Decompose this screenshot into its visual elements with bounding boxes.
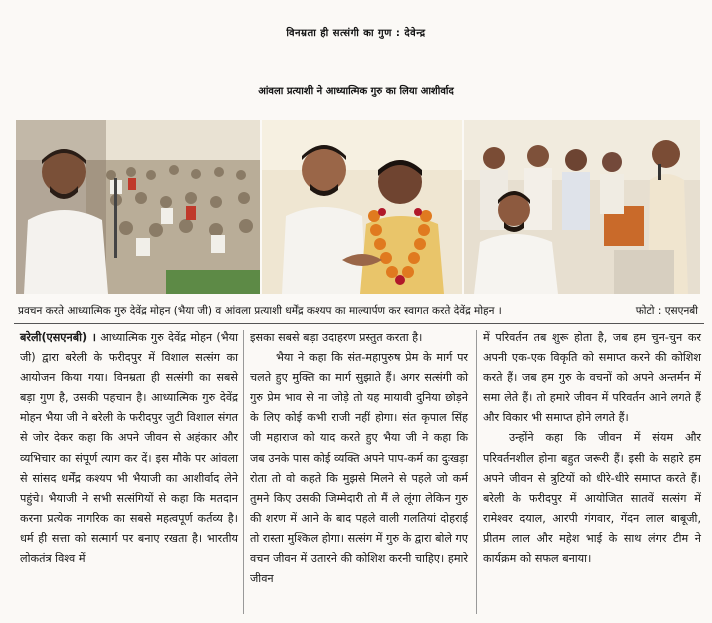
photo-caption — [18, 301, 702, 321]
caption-text: प्रवचन करते आध्यात्मिक गुरु देवेंद्र मोहन (भैया जी) व आंवला प्रत्याशी धर्मेंद्र कश्यप का माल्यार्पण कर स्वागत करते देवेंद्र मोहन । — [18, 305, 502, 317]
photo-welcome-group — [464, 120, 700, 294]
column-2-paragraph-2: भैया ने कहा कि संत-महापुरुष प्रेम के मार्ग पर चलते हुए मुक्ति का मार्ग सुझाते हैं। अगर सत्संगी को गुरु प्रेम भाव से ना जोड़े तो यह मायावी दुनिया छोड़ने के लिए कोई कभी राजी नहीं होगा। संत कृपाल सिंह जी महाराज को याद करते हुए भैया जी ने कहा कि जब उनके पास कोई व्यक्ति अपने पाप-कर्म का दुःखड़ा रोता तो वो कहते कि मुझसे मिलने से पहले जो कर्म तुमने किए उसकी जिम्मेदारी तो मैं ले लूंगा लेकिन गुरु की शरण में आने के बाद पहले वाली गलतियां दोहराई तो रास्ता मुश्किल होगा। सत्संग में गुरु के द्वारा बोले गए वचन जीवन में उतारने की कोशिश करनी चाहिए। हमारे जीवन — [250, 351, 468, 586]
photo-speaker-crowd — [16, 120, 260, 294]
dateline: बरेली(एसएनबी) । — [20, 331, 96, 344]
photo-credit: फोटो : एसएनबी — [635, 305, 698, 317]
article-column-3 — [483, 328, 701, 569]
photo-welcome-group-image — [464, 120, 700, 294]
photo-garlanding — [262, 120, 462, 294]
photo-speaker-crowd-image — [16, 120, 260, 294]
column-separator — [243, 330, 244, 614]
article-column-2 — [250, 328, 468, 589]
article-column-1 — [20, 328, 238, 569]
subheadline: आंवला प्रत्याशी ने आध्यात्मिक गुरु का लिया आशीर्वाद — [258, 86, 454, 97]
column-3-paragraph-2: उन्होंने कहा कि जीवन में संयम और परिवर्तनशील होना बहुत जरूरी हैं। इसी के सहारे हम अपने जीवन से त्रुटियों को धीरे-धीरे समाप्त करते हैं। बरेली के फरीदपुर में आयोजित सातवें सत्संग में रामेश्वर दयाल, आरपी गंगवार, गेंदन लाल बाबूजी, प्रीतम लाल और महेश भाई के साथ लंगर टीम ने कार्यक्रम को सफल बनाया। — [483, 431, 701, 566]
photo-garlanding-image — [262, 120, 462, 294]
caption-rule — [14, 323, 704, 324]
column-2-paragraph-1: इसका सबसे बड़ा उदाहरण प्रस्तुत करता है। — [250, 331, 423, 344]
column-separator — [476, 330, 477, 614]
column-3-paragraph-1: में परिवर्तन तब शुरू होता है, जब हम चुन-चुन कर अपनी एक-एक विकृति को समाप्त करने की कोशिश करते हैं। जब हम गुरु के वचनों को अपने अन्तर्मन में समा लेते हैं। तो हमारे जीवन में परिवर्तन आने लगते हैं और विकार भी समाप्त होने लगते हैं। — [483, 331, 701, 425]
headline: विनम्रता ही सत्संगी का गुण : देवेन्द्र — [286, 28, 426, 39]
column-1-text: आध्यात्मिक गुरु देवेंद्र मोहन (भैया जी) द्वारा बरेली के फरीदपुर में विशाल सत्संग का आयोजन किया गया। विनम्रता ही सत्संगी का सबसे बड़ा गुण है, उसकी पहचान है। आध्यात्मिक गुरु देवेंद्र मोहन भैया जी ने बरेली के फरीदपुर जुटी विशाल संगत से जोर देकर कहा कि अपने जीवन से अहंकार और व्यभिचार का संपूर्ण त्याग कर दें। इस मौके पर आंवला से सांसद धर्मेंद्र कश्यप भी भैयाजी का आशीर्वाद लेने पहुंचे। भैयाजी ने सभी सत्संगियों से कहा कि मतदान करना प्रत्येक नागरिक का सबसे महत्वपूर्ण कर्तव्य है। धर्म ही सत्ता को सत्मार्ग पर बनाए रखता है। भारतीय लोकतंत्र विश्व में — [20, 331, 238, 566]
